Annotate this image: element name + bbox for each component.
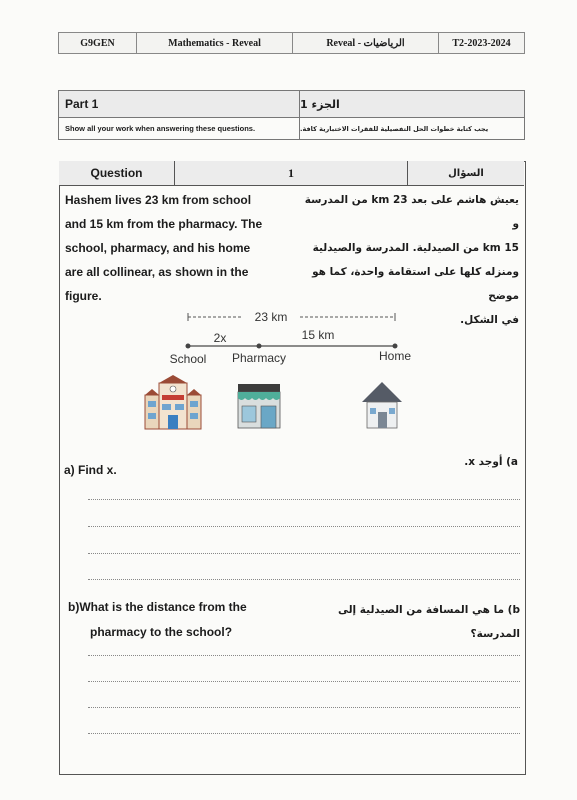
question-text-en bbox=[65, 188, 295, 308]
question-header bbox=[59, 161, 524, 186]
question-line-en: are all collinear, as shown in the bbox=[65, 265, 249, 279]
part-b-text-1: b)What is the distance from the bbox=[68, 600, 247, 614]
header-table bbox=[58, 32, 525, 54]
subject-ar: Reveal - الرياضيات bbox=[293, 33, 439, 53]
question-line-en: school, pharmacy, and his home bbox=[65, 241, 251, 255]
question-line-en: Hashem lives 23 km from school bbox=[65, 193, 252, 207]
answer-line[interactable] bbox=[88, 579, 520, 580]
answer-line[interactable] bbox=[88, 553, 520, 554]
question-line-ar: في الشكل. bbox=[460, 314, 519, 326]
question-line-ar: يعيش هاشم على بعد 23 km من المدرسة و bbox=[304, 194, 519, 230]
part-table bbox=[58, 90, 525, 140]
school-point bbox=[186, 344, 191, 349]
question-line-ar: 15 km من الصيدلية. المدرسة والصيدلية bbox=[312, 242, 519, 254]
answer-line[interactable] bbox=[88, 526, 520, 527]
question-label-ar: السؤال bbox=[448, 167, 484, 179]
segment-pharmacy-home-label: 15 km bbox=[301, 328, 335, 342]
school-building-icon bbox=[145, 375, 201, 429]
answer-line[interactable] bbox=[88, 707, 520, 708]
question-line-ar: ومنزله كلها على استقامة واحدة، كما هو موضح bbox=[312, 266, 519, 302]
house-icon bbox=[362, 382, 402, 428]
segment-school-pharmacy-label: 2x bbox=[213, 331, 227, 345]
subject-en: Mathematics - Reveal bbox=[137, 33, 293, 53]
question-number: 1 bbox=[175, 161, 408, 185]
total-distance-label: 23 km bbox=[254, 310, 288, 324]
answer-line[interactable] bbox=[88, 733, 520, 734]
home-label: Home bbox=[378, 349, 412, 363]
home-point bbox=[393, 344, 398, 349]
part-a-text-ar: a) أوجد x. bbox=[464, 456, 518, 468]
part-a-text: a) Find x. bbox=[64, 463, 117, 477]
part-b-text-ar: b) ما هي المسافة من الصيدلية إلى المدرسة؟ bbox=[337, 604, 520, 640]
part-title-ar: الجزء 1 bbox=[300, 97, 340, 111]
collinear-figure bbox=[140, 300, 430, 440]
part-b-text-2: pharmacy to the school? bbox=[90, 625, 233, 639]
answer-line[interactable] bbox=[88, 655, 520, 656]
question-label: Question bbox=[59, 161, 175, 185]
question-line-en: and 15 km from the pharmacy. The bbox=[65, 217, 263, 231]
part-instruction: Show all your work when answering these questions. bbox=[59, 118, 300, 139]
question-line-en: figure. bbox=[65, 289, 102, 303]
part-instruction-ar: يجب كتابة خطوات الحل التفصيلية للفقرات الاختبارية كافة. bbox=[300, 124, 489, 133]
pharmacy-point bbox=[257, 344, 262, 349]
answer-line[interactable] bbox=[88, 499, 520, 500]
pharmacy-store-icon bbox=[238, 384, 280, 428]
answer-line[interactable] bbox=[88, 681, 520, 682]
course-code: G9GEN bbox=[59, 33, 137, 53]
term: T2-2023-2024 bbox=[452, 37, 511, 49]
pharmacy-label: Pharmacy bbox=[231, 351, 287, 365]
school-label: School bbox=[169, 352, 207, 366]
part-title: Part 1 bbox=[59, 91, 300, 117]
